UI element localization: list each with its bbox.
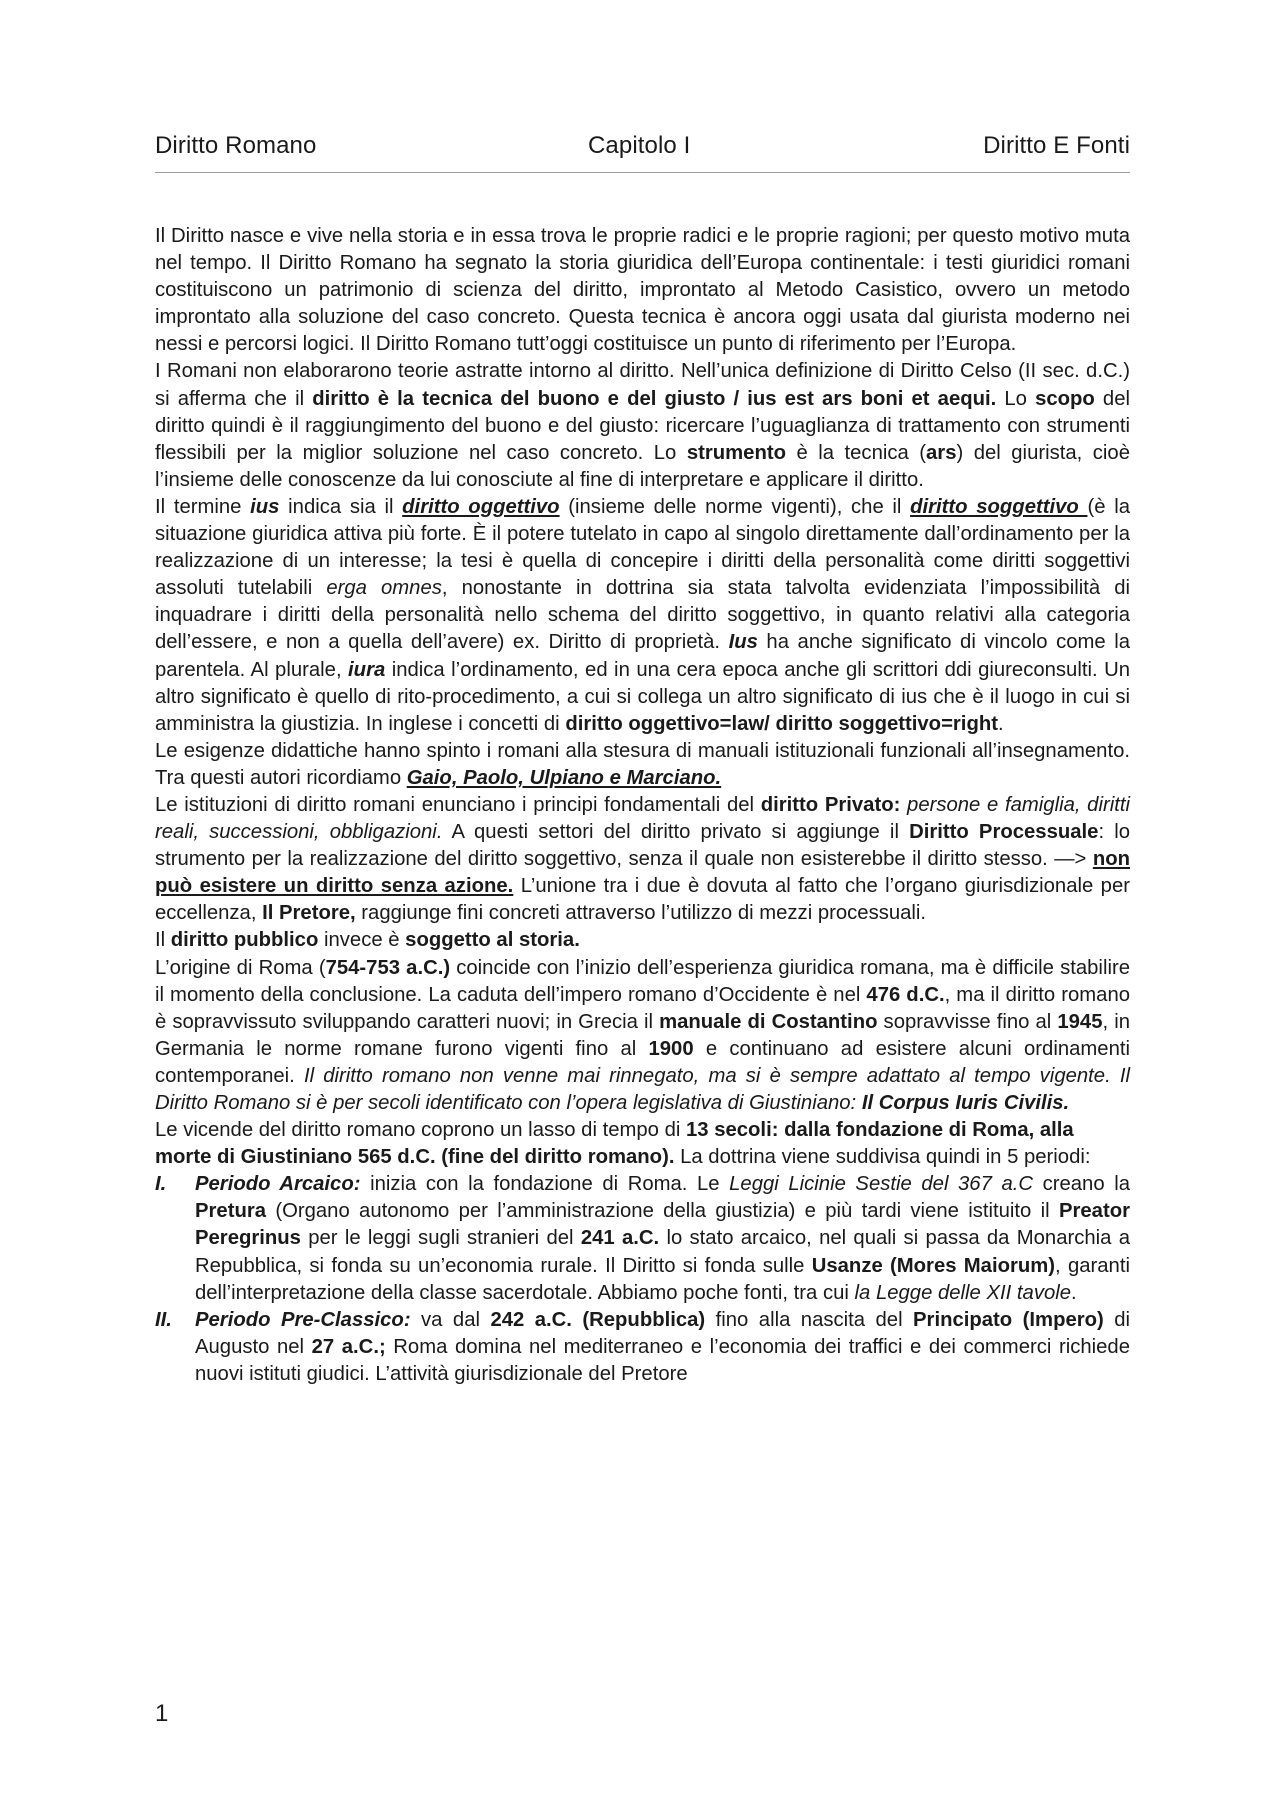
paragraph [155, 358, 1130, 493]
text-run: Le istituzioni di diritto romani enunciano i principi fondamentali del [155, 793, 761, 816]
text-run: diritto è la tecnica del buono e del giusto / ius est ars boni et aequi. [312, 387, 997, 410]
text-run: . [1071, 1281, 1077, 1304]
text-run: 754-753 a.C.) [325, 956, 451, 979]
period-item [155, 1171, 1130, 1306]
text-run: 241 a.C. [580, 1227, 660, 1250]
periods-list [155, 1171, 1130, 1388]
text-run: Le vicende del diritto romano coprono un lasso di tempo di [155, 1119, 687, 1142]
document-body [155, 223, 1130, 1388]
text-run: Lo [996, 387, 1036, 410]
text-run: ) del giurista, cioè l’insieme delle conoscenze da lui conosciute al fine di interpretare e applicare il diritto. [155, 441, 1130, 491]
text-run: del diritto quindi è il raggiungimento del buono e del giusto: ricercare l’uguaglianza di trattamento con strumenti flessibili per la miglior soluzione nel caso concreto. Lo [155, 387, 1130, 464]
paragraph [155, 494, 1130, 738]
text-run: Il Diritto nasce e vive nella storia e in essa trova le proprie radici e le proprie ragioni; per questo motivo muta nel tempo. Il Diritto Romano ha segnato la storia giuridica dell’Europa continentale: i testi giuridici romani costituiscono un patrimonio di scienza del diritto, improntato al Metodo Casistico, ovvero un metodo improntato alla soluzione del caso concreto. Questa tecnica è ancora oggi usata dal giurista moderno nei nessi e percorsi logici. Il Diritto Romano tutt’oggi costituisce un punto di riferimento per l’Europa. [155, 225, 1130, 356]
text-run: scopo [1035, 387, 1095, 410]
text-run: la Legge delle XII tavole [854, 1281, 1072, 1304]
page-number: 1 [155, 1700, 169, 1727]
text-run: La dottrina viene suddivisa quindi in 5 periodi: [674, 1146, 1091, 1169]
text-run: Ius [728, 631, 758, 654]
text-run: , garanti dell’interpretazione della classe sacerdotale. Abbiamo poche fonti, tra cui [195, 1254, 1130, 1304]
text-run: di Augusto nel [195, 1308, 1131, 1358]
text-run: persone e famiglia, diritti reali, successioni, obbligazioni. [155, 793, 1131, 844]
text-run: diritto oggettivo [402, 495, 560, 518]
text-run: ars [926, 441, 957, 464]
text-run: iura [348, 658, 386, 681]
text-run: Pretura [195, 1200, 267, 1223]
text-run: ius [250, 495, 280, 518]
text-run: diritto pubblico [170, 929, 319, 952]
text-run: è la tecnica ( [785, 441, 927, 464]
text-run: 27 a.C.; [311, 1335, 386, 1358]
text-run: L’unione tra i due è dovuta al fatto che l’organo giurisdizionale per eccellenza, [155, 875, 1130, 925]
text-run: e continuano ad esistere alcuni ordinamenti contemporanei. [155, 1037, 1130, 1087]
text-run: inizia con la fondazione di Roma. Le [360, 1173, 730, 1196]
text-run: 1900 [648, 1037, 694, 1060]
text-run: erga omnes [326, 577, 442, 600]
text-run: . [997, 712, 1004, 735]
text-run: Il Pretore, [262, 902, 356, 925]
text-run: fino alla nascita del [705, 1308, 914, 1331]
text-run: 242 a.C. (Repubblica) [490, 1308, 706, 1331]
text-run: lo stato arcaico, nel quali si passa da Monarchia a Repubblica, si fonda su un’economia rurale. Il Diritto si fonda sulle [195, 1227, 1131, 1277]
text-run: (insieme delle norme vigenti), che il [559, 495, 911, 518]
text-run: per le leggi sugli stranieri del [300, 1227, 581, 1250]
text-run: Il [155, 929, 171, 952]
text-run: non può esistere un diritto senza azione. [155, 848, 1130, 898]
text-run: manuale di Costantino [659, 1010, 878, 1033]
text-run: 13 secoli: dalla fondazione di Roma, alla morte di Giustiniano 565 d.C. (fine del diritto romano). [155, 1119, 1074, 1169]
text-run: Roma domina nel mediterraneo e l’economia dei traffici e dei commerci richiede nuovi istituti giudici. L’attività giurisdizionale del Pretore [195, 1335, 1130, 1385]
header-section-title: Diritto E Fonti [983, 132, 1130, 159]
header-course-title: Diritto Romano [155, 132, 317, 159]
text-run: coincide con l’inizio dell’esperienza giuridica romana, ma è difficile stabilire il momento della conclusione. La caduta dell’impero romano d’Occidente è nel [155, 956, 1130, 1006]
text-run: strumento [686, 441, 786, 464]
text-run: 476 d.C. [866, 983, 945, 1006]
text-run: , nonostante in dottrina sia stata talvolta evidenziata l’impossibilità di inquadrare i diritti della personalità nello schema del diritto soggettivo, in quanto relativi alla categoria dell’essere, e non a quella dell’avere) ex. Diritto di proprietà. [155, 577, 1130, 654]
text-run: diritto Privato: [760, 793, 901, 816]
paragraph [155, 223, 1130, 358]
text-run: I Romani non elaborarono teorie astratte intorno al diritto. Nell’unica definizione di Diritto Celso (II sec. d.C.) si afferma che il [155, 360, 1130, 410]
text-run: indica sia il [279, 495, 403, 518]
text-run: Gaio, Paolo, Ulpiano e Marciano. [406, 766, 722, 789]
period-numeral: II. [155, 1308, 172, 1331]
paragraph [155, 927, 1130, 954]
paragraph [155, 1117, 1130, 1171]
text-run: ha anche significato di vincolo come la parentela. Al plurale, [155, 631, 1130, 681]
text-run: Diritto Processuale [909, 821, 1099, 844]
text-run: (Organo autonomo per l’amministrazione della giustizia) e più tardi viene istituito il [266, 1200, 1059, 1223]
text-run: soggetto al storia. [405, 929, 580, 952]
text-run: indica l’ordinamento, ed in una cera epoca anche gli scrittori ddi giureconsulti. Un altro significato è quello di rito-procedimento, a cui si collega un altro significato di ius che è il luogo in cui si amministra la giustizia. In inglese i concetti di [155, 658, 1130, 735]
header-chapter: Capitolo I [588, 132, 691, 159]
text-run: diritto oggettivo=law/ diritto soggettivo=right [565, 712, 998, 735]
paragraph [155, 955, 1130, 1118]
text-run: va dal [410, 1308, 491, 1331]
text-run: raggiunge fini concreti attraverso l’utilizzo di mezzi processuali. [355, 902, 927, 925]
text-run: invece è [318, 929, 406, 952]
text-run: creano la [1033, 1173, 1130, 1196]
text-run: 1945 [1057, 1010, 1103, 1033]
text-run: Usanze (Mores Maiorum) [811, 1254, 1056, 1277]
text-run: , ma il diritto romano è sopravvissuto sviluppando caratteri nuovi; in Grecia il [155, 983, 1130, 1033]
text-run: Il termine [155, 495, 251, 518]
text-run: Le esigenze didattiche hanno spinto i romani alla stesura di manuali istituzionali funzionali all’insegnamento. Tra questi autori ricordiamo [155, 739, 1130, 789]
text-run: Principato (Impero) [913, 1308, 1104, 1331]
text-run: Il Corpus Iuris Civilis. [861, 1092, 1070, 1114]
text-run: L’origine di Roma ( [155, 956, 326, 979]
paragraph [155, 738, 1130, 792]
text-run: , in Germania le norme romane furono vigenti fino al [155, 1010, 1131, 1060]
text-run: Il diritto romano non venne mai rinnegato, ma si è sempre adattato al tempo vigente. Il Diritto Romano si è per secoli identificato con l’opera legislativa di Giustiniano: [155, 1064, 1130, 1114]
text-run: Leggi Licinie Sestie del 367 a.C [729, 1173, 1034, 1196]
period-item [155, 1307, 1130, 1388]
period-numeral: I. [155, 1173, 167, 1196]
text-run: sopravvisse fino al [877, 1010, 1058, 1033]
text-run: diritto soggettivo [910, 495, 1088, 518]
text-run: Periodo Arcaico: [195, 1173, 361, 1196]
page-header [155, 128, 1130, 173]
text-run: Preator Peregrinus [195, 1200, 1130, 1250]
paragraph [155, 792, 1130, 927]
text-run: (è la situazione giuridica attiva più forte. È il potere tutelato in capo al singolo direttamente dall’ordinamento per la realizzazione di un interesse; la tesi è quella di concepire i diritti della personalità come diritti soggettivi assoluti tutelabili [155, 495, 1130, 600]
text-run: A questi settori del diritto privato si aggiunge il [442, 821, 910, 844]
text-run: Periodo Pre-Classico: [195, 1308, 411, 1331]
text-run: : lo strumento per la realizzazione del diritto soggettivo, senza il quale non esisterebbe il diritto stesso. —> [155, 821, 1131, 871]
